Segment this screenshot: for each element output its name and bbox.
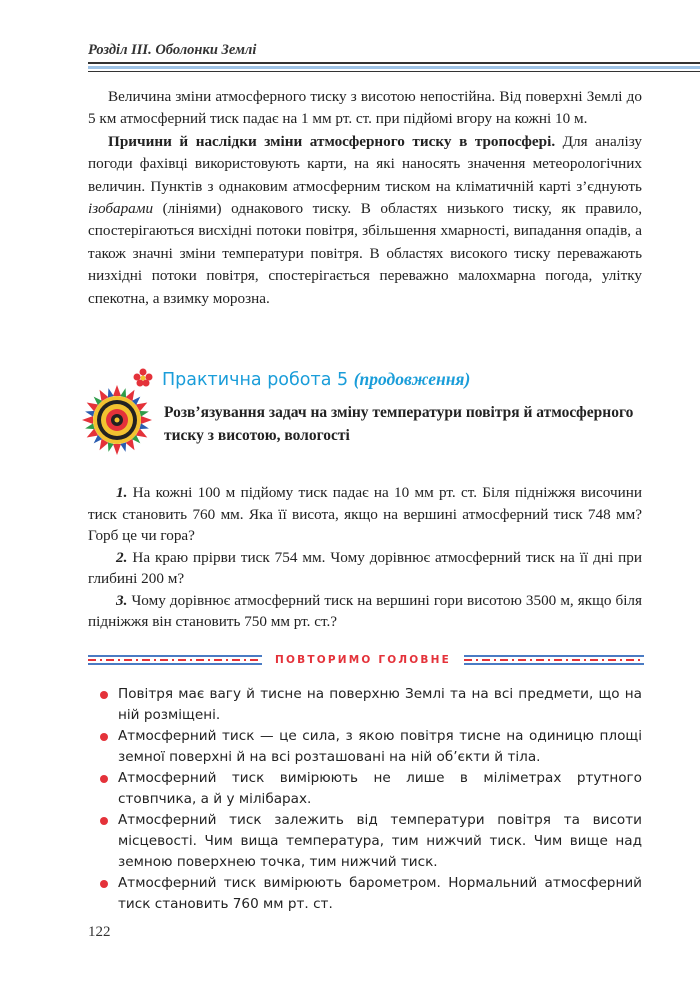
task-number: 2. — [116, 548, 128, 566]
header-rule — [88, 62, 700, 64]
task-text: Чому дорівнює атмосферний тиск на вершині гори висотою 3500 м, якщо біля підніжжя він становить 750 мм рт. ст.? — [88, 591, 642, 630]
red-dot-bullet-icon — [100, 817, 108, 825]
summary-item-text: Атмосферний тиск вимірюють не лише в міліметрах ртутного стовпчика, а й у мілібарах. — [118, 770, 642, 807]
practicum-subtitle: Розв’язування задач на зміну температури повітря й атмосферного тиску з висотою, вологості — [164, 404, 634, 444]
practicum-title — [162, 369, 470, 390]
summary-list — [96, 684, 642, 915]
header-rule-blue — [88, 66, 700, 69]
red-dot-bullet-icon — [100, 733, 108, 741]
summary-item-text: Повітря має вагу й тисне на поверхню Землі та на всі предмети, що на ній розміщені. — [118, 686, 642, 723]
red-dot-bullet-icon — [100, 775, 108, 783]
section-title: Розділ III. Оболонки Землі — [88, 42, 257, 58]
page-number: 122 — [88, 924, 111, 940]
task-text: На кожні 100 м підйому тиск падає на 10 мм рт. ст. Біля підніжжя височини тиск становить 760 мм. Яка її висота, якщо на вершині атмосферний тиск 748 мм? Горб це чи гора? — [88, 484, 642, 544]
task-item — [88, 482, 642, 547]
summary-item — [96, 873, 642, 915]
summary-item-text: Атмосферний тиск — це сила, з якою повітря тисне на одиницю площі земної поверхні й на всі розташовані на ній об’єкти й тіла. — [118, 728, 642, 765]
header-rule-bottom — [88, 71, 700, 72]
practicum-block — [82, 367, 642, 467]
task-number: 3. — [116, 591, 128, 609]
summary-label: ПОВТОРИМО ГОЛОВНЕ — [275, 654, 451, 666]
paragraph-causes — [88, 131, 642, 310]
isobar-term: ізобарами — [88, 200, 154, 218]
paragraph-pressure-change: Величина зміни атмосферного тиску з висотою непостійна. Від поверхні Землі до 5 км атмосферний тиск падає на 1 мм рт. ст. при підйомі вгору на кожні 10 м. — [88, 88, 642, 128]
paragraph-text: Для аналізу погоди фахівці використовують карти, на які наносять значення метеорологічних величин. Пунктів з однаковим атмосферним тиском на кліматичній карті з’єднують — [88, 132, 642, 195]
red-flower-icon — [132, 367, 154, 389]
body-text — [88, 86, 642, 310]
summary-divider — [88, 652, 644, 668]
paragraph-text-continued: (лініями) однакового тиску. В областях низького тиску, як правило, спостерігаються висхідні потоки повітря, збільшення хмарності, випадання опадів, а також значні зміни температури повітря. В областях високого тиску переважають низхідні потоки повітря, спостерігається переважно малохмарна погода, улітку спекотна, а взимку морозна. — [88, 200, 642, 307]
task-text: На краю прірви тиск 754 мм. Чому дорівнює атмосферний тиск на її дні при глибині 200 м? — [88, 548, 642, 587]
divider-ornament-right — [464, 652, 644, 668]
summary-item — [96, 726, 642, 768]
red-dot-bullet-icon — [100, 880, 108, 888]
summary-item-text: Атмосферний тиск вимірюють барометром. Нормальний атмосферний тиск становить 760 мм рт. ст. — [118, 875, 642, 912]
summary-item — [96, 810, 642, 873]
summary-item — [96, 684, 642, 726]
ornamental-sun-emblem-icon — [82, 385, 152, 455]
paragraph-heading: Причини й наслідки зміни атмосферного тиску в тропосфері. — [108, 132, 556, 150]
practicum-title-suffix: (продовження) — [353, 369, 471, 389]
task-item — [88, 590, 642, 633]
page-header — [88, 40, 700, 76]
summary-item — [96, 768, 642, 810]
red-dot-bullet-icon — [100, 691, 108, 699]
task-number: 1. — [116, 484, 128, 501]
task-item — [88, 547, 642, 590]
divider-ornament-left — [88, 652, 262, 668]
task-list — [88, 482, 642, 633]
summary-item-text: Атмосферний тиск залежить від температури повітря та висоти місцевості. Чим вища температура, тим нижчий тиск. Чим вище над земною поверхнею точка, тим нижчий тиск. — [118, 812, 642, 870]
practicum-title-text: Практична робота 5 — [162, 370, 349, 390]
